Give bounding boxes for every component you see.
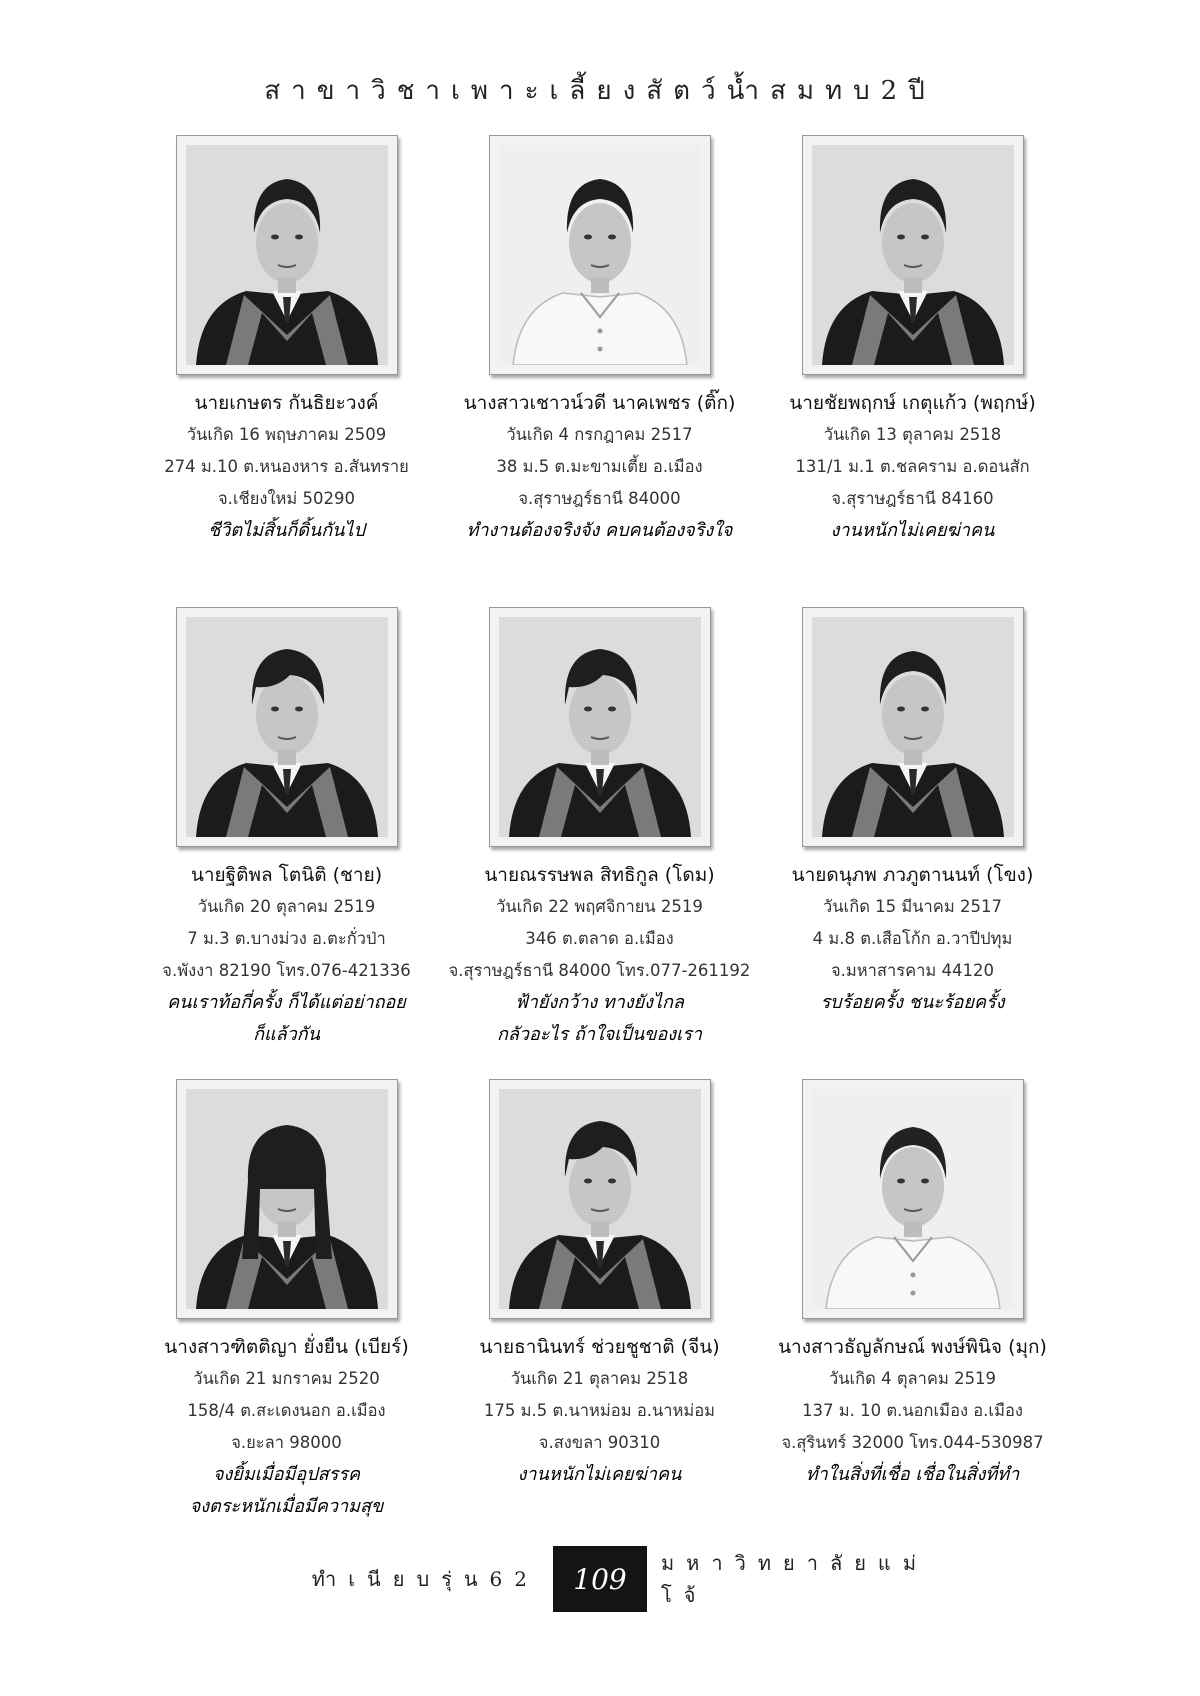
footer-university-label: มหาวิทยาลัยแม่โจ้ [661,1551,929,1607]
photo-frame [176,1079,398,1319]
address-line-1: 7 ม.3 ต.บางม่วง อ.ตะกั่วป่า [187,929,386,948]
address-line-1: 4 ม.8 ต.เสือโก้ก อ.วาปีปทุม [812,929,1013,948]
footer-yearbook-label: ทำเนียบรุ่น62 [311,1567,539,1591]
photo-frame [489,1079,711,1319]
address-line-1: 274 ม.10 ต.หนองหาร อ.สันทราย [164,457,409,476]
motto-line-1: จงยิ้มเมื่อมีอุปสรรค [212,1464,361,1485]
student-info [130,1331,443,1523]
address-line-2: จ.เชียงใหม่ 50290 [217,489,356,508]
photo-frame [802,135,1024,375]
student-name: นางสาวฑิตติญา ยั่งยืน (เบียร์) [164,1336,409,1358]
motto-line-1: ทำงานต้องจริงจัง คบคนต้องจริงใจ [466,520,733,541]
student-name: นายณรรษพล สิทธิกูล (โดม) [484,864,715,886]
student-info [756,859,1069,1019]
student-photo [812,1089,1014,1309]
student-photo [812,617,1014,837]
address-line-2: จ.สุราษฎร์ธานี 84000 [518,489,681,508]
address-line-2: จ.สุราษฎร์ธานี 84000 โทร.077-261192 [448,961,751,980]
student-name: นางสาวธัญลักษณ์ พงษ์พินิจ (มุก) [778,1336,1047,1358]
address-line-1: 131/1 ม.1 ต.ชลคราม อ.ดอนสัก [795,457,1030,476]
student-grid [130,135,1070,1551]
motto-line-2: จงตระหนักเมื่อมีความสุข [189,1496,384,1517]
student-card [130,607,443,1079]
motto-line-1: ทำในสิ่งที่เชื่อ เชื่อในสิ่งที่ทำ [805,1464,1020,1485]
student-card [443,1079,756,1551]
student-card [443,135,756,607]
motto-line-1: งานหนักไม่เคยฆ่าคน [830,520,995,541]
birth-date: วันเกิด 16 พฤษภาคม 2509 [186,425,387,444]
student-photo [186,1089,388,1309]
student-card [130,135,443,607]
motto-line-1: ชีวิตไม่สิ้นก็ดิ้นกันไป [208,520,365,541]
address-line-1: 38 ม.5 ต.มะขามเตี้ย อ.เมือง [496,457,703,476]
birth-date: วันเกิด 13 ตุลาคม 2518 [823,425,1002,444]
motto-line-1: รบร้อยครั้ง ชนะร้อยครั้ง [820,992,1005,1013]
student-photo [499,145,701,365]
address-line-2: จ.สงขลา 90310 [538,1433,661,1452]
student-name: นายธานินทร์ ช่วยชูชาติ (จีน) [479,1336,720,1358]
student-name: นายชัยพฤกษ์ เกตุแก้ว (พฤกษ์) [789,392,1036,414]
birth-date: วันเกิด 21 มกราคม 2520 [193,1369,380,1388]
address-line-1: 175 ม.5 ต.นาหม่อม อ.นาหม่อม [483,1401,716,1420]
student-info [443,859,756,1051]
student-name: นายเกษตร กันธิยะวงค์ [194,392,379,414]
student-photo [499,617,701,837]
student-card [756,1079,1069,1551]
photo-frame [802,1079,1024,1319]
photo-frame [176,607,398,847]
birth-date: วันเกิด 21 ตุลาคม 2518 [510,1369,689,1388]
student-card [756,135,1069,607]
birth-date: วันเกิด 4 กรกฎาคม 2517 [506,425,693,444]
student-info [443,387,756,547]
address-line-1: 137 ม. 10 ต.นอกเมือง อ.เมือง [802,1401,1023,1420]
student-card [130,1079,443,1551]
page-number: 109 [553,1546,647,1612]
student-info [443,1331,756,1491]
motto-line-2: กลัวอะไร ถ้าใจเป็นของเรา [496,1024,702,1045]
birth-date: วันเกิด 4 ตุลาคม 2519 [828,1369,997,1388]
student-info [130,387,443,547]
page-footer [0,1546,1200,1612]
student-name: นางสาวเชาวน์วดี นาคเพชร (ติ๊ก) [463,392,736,414]
student-photo [499,1089,701,1309]
student-name: นายฐิติพล โตนิติ (ชาย) [190,864,383,886]
address-line-2: จ.สุรินทร์ 32000 โทร.044-530987 [781,1433,1044,1452]
motto-line-1: งานหนักไม่เคยฆ่าคน [517,1464,682,1485]
student-card [756,607,1069,1079]
address-line-1: 158/4 ต.สะเดงนอก อ.เมือง [187,1401,386,1420]
address-line-1: 346 ต.ตลาด อ.เมือง [525,929,674,948]
student-info [756,1331,1069,1491]
student-info [130,859,443,1051]
student-card [443,607,756,1079]
motto-line-1: ฟ้ายังกว้าง ทางยังไกล [515,992,684,1013]
photo-frame [489,135,711,375]
page-title: สาขาวิชาเพาะเลี้ยงสัตว์น้ำสมทบ2ปี [264,76,936,106]
birth-date: วันเกิด 20 ตุลาคม 2519 [197,897,376,916]
birth-date: วันเกิด 15 มีนาคม 2517 [823,897,1002,916]
student-name: นายดนุภพ ภวภูตานนท์ (โขง) [791,864,1034,886]
photo-frame [802,607,1024,847]
motto-line-2: ก็แล้วกัน [253,1024,320,1045]
photo-frame [489,607,711,847]
photo-frame [176,135,398,375]
address-line-2: จ.สุราษฎร์ธานี 84160 [831,489,994,508]
birth-date: วันเกิด 22 พฤศจิกายน 2519 [496,897,703,916]
address-line-2: จ.พังงา 82190 โทร.076-421336 [162,961,411,980]
student-info [756,387,1069,547]
address-line-2: จ.มหาสารคาม 44120 [830,961,995,980]
address-line-2: จ.ยะลา 98000 [231,1433,342,1452]
student-photo [186,145,388,365]
student-photo [186,617,388,837]
motto-line-1: คนเราท้อกี่ครั้ง ก็ได้แต่อย่าถอย [167,992,406,1013]
student-photo [812,145,1014,365]
